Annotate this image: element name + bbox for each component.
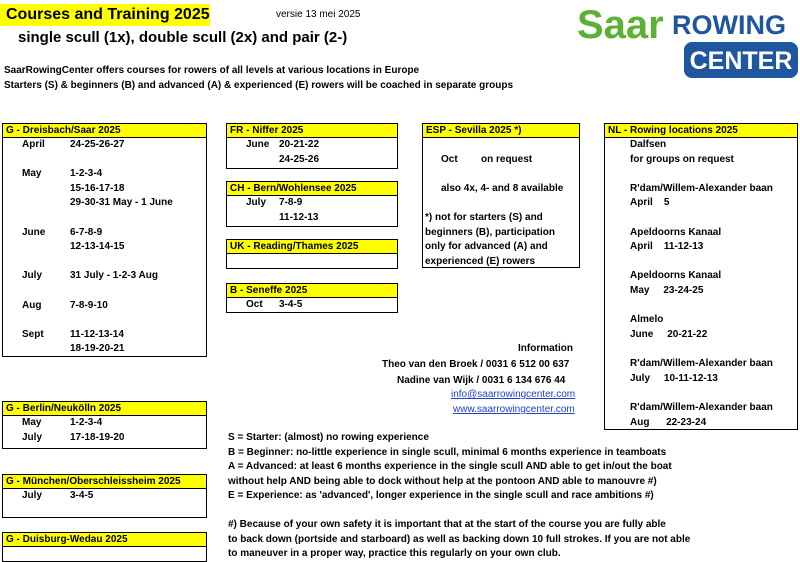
nl-box	[604, 137, 798, 430]
nl-header: NL - Rowing locations 2025	[604, 123, 798, 138]
seneffe-dates: 3-4-5	[279, 299, 303, 310]
duisburg-header: G - Duisburg-Wedau 2025	[2, 532, 207, 547]
nl-line: R'dam/Willem-Alexander baan	[630, 402, 773, 413]
nl-line: R'dam/Willem-Alexander baan	[630, 183, 773, 194]
seneffe-box	[226, 297, 398, 313]
dreisbach-dates: 24-25-26-27	[70, 139, 125, 150]
seneffe-header: B - Seneffe 2025	[226, 283, 398, 298]
dreisbach-month: April	[22, 139, 45, 150]
dreisbach-header: G - Dreisbach/Saar 2025	[2, 123, 207, 138]
dreisbach-dates: 15-16-17-18	[70, 183, 125, 194]
dreisbach-dates: 11-12-13-14	[70, 329, 124, 340]
munchen-header: G - München/Oberschleissheim 2025	[2, 474, 207, 489]
nl-line: Aug 22-23-24	[630, 417, 707, 428]
sevilla-note: only for advanced (A) and	[425, 241, 548, 252]
legend-advanced-cont: without help AND being able to dock without help at the pontoon AND able to manouvre #)	[228, 476, 657, 487]
berlin-box	[2, 415, 207, 449]
nl-line: Apeldoorns Kanaal	[630, 227, 722, 238]
nl-line: July 10-11-12-13	[630, 373, 718, 384]
sevilla-note: *) not for starters (S) and	[425, 212, 543, 223]
intro-line-2: Starters (S) & beginners (B) and advanced (A) & experienced (E) rowers will be coached in separate groups	[4, 80, 514, 91]
berlin-dates: 1-2-3-4	[70, 417, 103, 428]
bern-dates: 11-12-13	[279, 212, 319, 223]
legend-beginner: B = Beginner: no-little experience in single scull, minimal 6 months experience in teamboats	[228, 447, 667, 458]
bern-month: July	[246, 197, 267, 208]
berlin-month: May	[22, 417, 42, 428]
nl-line: Apeldoorns Kanaal	[630, 270, 722, 281]
nl-line: Dalfsen	[630, 139, 667, 150]
email-link[interactable]: info@saarrowingcenter.com	[451, 389, 576, 400]
dreisbach-month: Aug	[22, 300, 42, 311]
berlin-dates: 17-18-19-20	[70, 432, 125, 443]
munchen-dates: 3-4-5	[70, 490, 94, 501]
nl-line: April 5	[630, 197, 670, 208]
niffer-month: June	[246, 139, 270, 150]
website-link[interactable]: www.saarrowingcenter.com	[453, 404, 575, 415]
legend-advanced: A = Advanced: at least 6 months experience in the single scull AND able to get in/out the boat	[228, 461, 672, 472]
dreisbach-dates: 1-2-3-4	[70, 168, 103, 179]
reading-header: UK - Reading/Thames 2025	[226, 239, 398, 254]
dreisbach-dates: 7-8-9-10	[70, 300, 108, 311]
nl-line: for groups on request	[630, 154, 734, 165]
dreisbach-dates: 12-13-14-15	[70, 241, 125, 252]
niffer-dates: 20-21-22	[279, 139, 320, 150]
nl-line: Almelo	[630, 314, 664, 325]
page-title: Courses and Training 2025	[0, 4, 210, 26]
info-contact-1: Theo van den Broek / 0031 6 512 00 637	[382, 359, 570, 370]
dreisbach-month: May	[22, 168, 42, 179]
dreisbach-dates: 29-30-31 May - 1 June	[70, 197, 173, 208]
intro-line-1: SaarRowingCenter offers courses for rowers of all levels at various locations in Europe	[4, 65, 420, 76]
dreisbach-dates: 31 July - 1-2-3 Aug	[70, 270, 158, 281]
dreisbach-dates: 18-19-20-21	[70, 343, 125, 354]
legend-experienced: E = Experience: as 'advanced', longer experience in the single scull and race ambitions #)	[228, 490, 654, 501]
nl-line: R'dam/Willem-Alexander baan	[630, 358, 773, 369]
dreisbach-month: June	[22, 227, 46, 238]
page-subtitle: single scull (1x), double scull (2x) and pair (2-)	[18, 29, 348, 46]
sevilla-note: beginners (B), participation	[425, 227, 556, 238]
dreisbach-month: July	[22, 270, 43, 281]
safety-line-2: to back down (portside and starboard) as well as backing down 10 full strokes. If you are not able	[228, 534, 691, 545]
safety-line-1: #) Because of your own safety it is important that at the start of the course you are fully able	[228, 519, 666, 530]
munchen-box	[2, 488, 207, 518]
nl-line: April 11-12-13	[630, 241, 704, 252]
nl-line: June 20-21-22	[630, 329, 708, 340]
version-label: versie 13 mei 2025	[276, 9, 361, 20]
dreisbach-dates: 6-7-8-9	[70, 227, 103, 238]
reading-box	[226, 253, 398, 269]
info-contact-2: Nadine van Wijk / 0031 6 134 676 44	[397, 375, 566, 386]
bern-header: CH - Bern/Wohlensee 2025	[226, 181, 398, 196]
nl-line: May 23-24-25	[630, 285, 704, 296]
logo-word-rowing: ROWING	[672, 10, 786, 40]
niffer-header: FR - Niffer 2025	[226, 123, 398, 138]
legend-starter: S = Starter: (almost) no rowing experience	[228, 432, 429, 443]
info-heading: Information	[518, 343, 573, 354]
niffer-box	[226, 137, 398, 169]
berlin-month: July	[22, 432, 43, 443]
bern-dates: 7-8-9	[279, 197, 303, 208]
seneffe-month: Oct	[246, 299, 263, 310]
sevilla-on-request: on request	[481, 154, 533, 165]
dreisbach-month: Sept	[22, 329, 44, 340]
niffer-dates: 24-25-26	[279, 154, 320, 165]
sevilla-box	[422, 137, 580, 268]
sevilla-month: Oct	[441, 154, 458, 165]
bern-box	[226, 195, 398, 227]
sevilla-note: experienced (E) rowers	[425, 256, 536, 267]
sevilla-boats: also 4x, 4- and 8 available	[441, 183, 564, 194]
dreisbach-box	[2, 137, 207, 357]
berlin-header: G - Berlin/Neukölln 2025	[2, 401, 207, 416]
duisburg-box	[2, 546, 207, 562]
sevilla-header: ESP - Sevilla 2025 *)	[422, 123, 580, 138]
saar-rowing-center-logo	[573, 0, 800, 86]
logo-word-saar: Saar	[577, 3, 664, 47]
munchen-month: July	[22, 490, 43, 501]
safety-line-3: to maneuver in a proper way, practice this regularly on your own club.	[228, 548, 561, 559]
logo-word-center: CENTER	[689, 47, 793, 75]
